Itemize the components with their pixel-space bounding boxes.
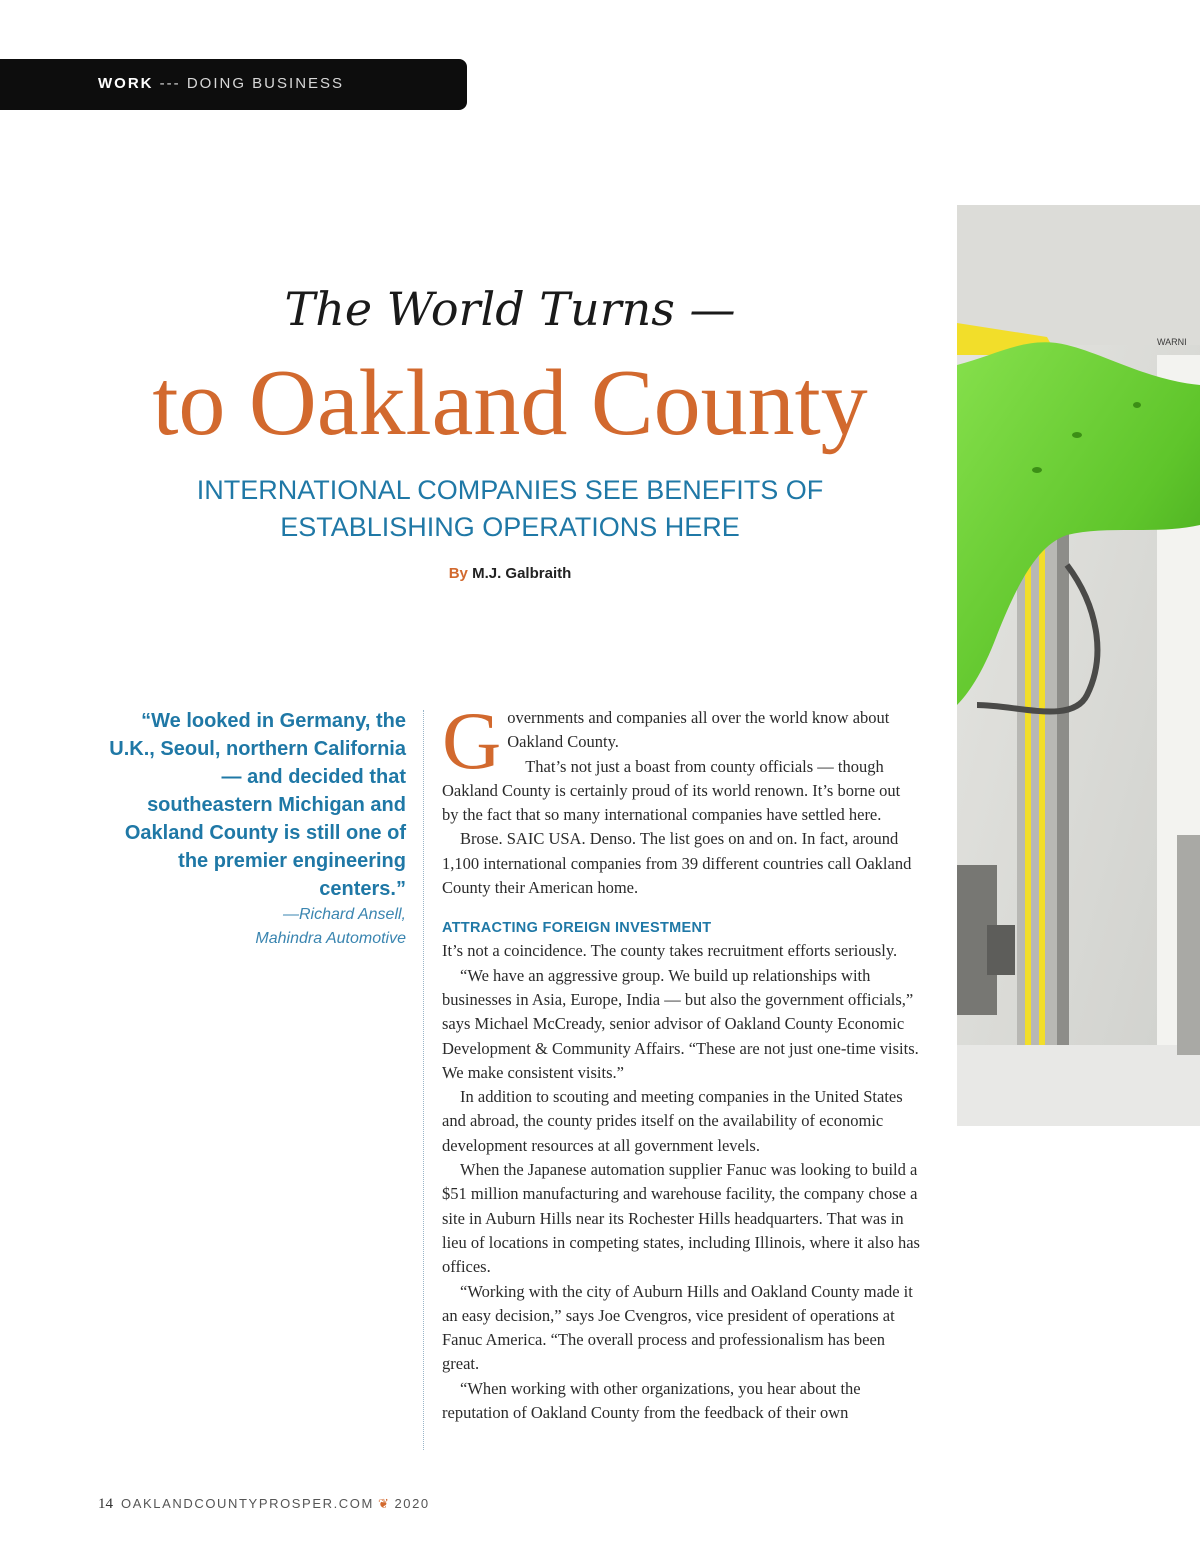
page-footer (98, 1496, 430, 1513)
byline-author: M.J. Galbraith (472, 565, 572, 582)
headline-line-1: The World Turns — (284, 282, 736, 336)
paragraph-text: overnments and companies all over the world know about Oakland County. (507, 708, 890, 752)
headline-line-2: to Oakland County (152, 351, 868, 455)
section-tab-text (98, 75, 344, 92)
article-paragraph: “Working with the city of Auburn Hills and Oakland County made it an easy decision,” says Joe Cvengros, vice president of operations at Fanuc America. “The overall process and professionalism has been great. (442, 1281, 913, 1374)
pull-quote: “We looked in Germany, the U.K., Seoul, northern California — and decided that southeastern Michigan and Oakland County is still one of the premier engineering centers.” (109, 710, 406, 900)
column-divider (423, 710, 424, 1450)
robot-arm-photo (957, 205, 1200, 1126)
subsection-name: DOING BUSINESS (186, 75, 345, 92)
page-number: 14 (98, 1496, 113, 1512)
article-paragraph: Brose. SAIC USA. Denso. The list goes on and on. In fact, around 1,100 international companies from 39 different countries call Oakland County their American home. (442, 829, 912, 898)
article-subheading: ATTRACTING FOREIGN INVESTMENT (442, 920, 712, 937)
article-paragraph: It’s not a coincidence. The county takes recruitment efforts seriously. (442, 941, 898, 961)
footer-year: 2020 (394, 1496, 430, 1511)
footer-site: OAKLANDCOUNTYPROSPER.COM (121, 1496, 374, 1511)
leaf-icon: ❦ (377, 1496, 391, 1511)
section-separator: --- (159, 75, 181, 92)
subheadline-line-1: INTERNATIONAL COMPANIES SEE BENEFITS OF (196, 475, 824, 505)
section-tab (0, 59, 467, 110)
article-body (442, 695, 920, 1425)
subheadline-line-2: ESTABLISHING OPERATIONS HERE (280, 512, 740, 542)
article-paragraph: In addition to scouting and meeting companies in the United States and abroad, the county prides itself on the availability of economic development resources at all government levels. (442, 1087, 903, 1155)
article-paragraph: “We have an aggressive group. We build up relationships with businesses in Asia, Europe, India — but also the government officials,” says Michael McCready, senior advisor of Oakland County Economic Development & Community Affairs. “These are not just one-time visits. We make consistent visits.” (442, 965, 919, 1082)
drop-cap: G (442, 695, 502, 786)
byline (0, 565, 1020, 582)
byline-prefix: By (448, 565, 468, 582)
article-paragraph: When the Japanese automation supplier Fanuc was looking to build a $51 million manufacturing and warehouse facility, the company chose a site in Auburn Hills near its Rochester Hills headquarters. That was in lieu of locations in competing states, including Illinois, where it also has offices. (442, 1160, 920, 1277)
section-name: WORK (98, 75, 154, 92)
attribution-org: Mahindra Automotive (255, 930, 406, 947)
article-paragraph (442, 695, 920, 786)
article-paragraph: “When working with other organizations, you hear about the reputation of Oakland County from the feedback of their own (442, 1378, 861, 1423)
subheadline (0, 472, 1020, 546)
article-paragraph: That’s not just a boast from county officials — though Oakland County is certainly proud of its world renown. It’s borne out by the fact that so many international companies have settled here. (442, 756, 901, 825)
attribution-name: —Richard Ansell, (282, 906, 406, 923)
pull-quote-attribution (100, 903, 406, 951)
warning-label: WARNI (1157, 337, 1187, 347)
